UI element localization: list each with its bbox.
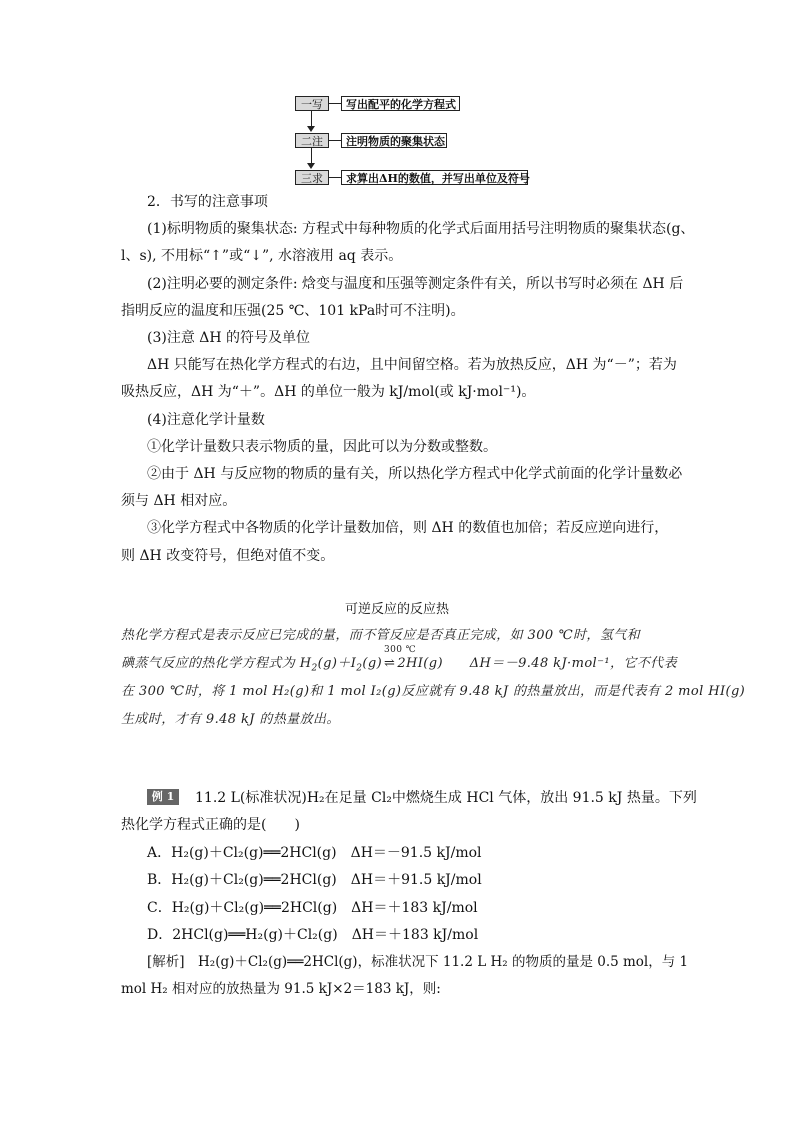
sidebar-line: 热化学方程式是表示反应已完成的量，而不管反应是否真正完成，如 300 ℃时，氢气和 [121,628,641,643]
question-line: 11.2 L(标准状况)H₂在足量 Cl₂中燃烧生成 HCl 气体，放出 91.5 kJ 热量。下列 [195,790,697,806]
reaction-condition: 300 ℃ [384,645,417,655]
reversible-arrow: 300 ℃ ⇌ [382,650,397,678]
paragraph-line: 须与 ΔH 相对应。 [121,493,237,509]
option-label: B． [147,872,172,888]
paragraph-line: l、s), 不用标“↑”或“↓”, 水溶液用 aq 表示。 [121,248,403,264]
option-equation: H₂(g)＋Cl₂(g)══2HCl(g) [171,900,338,916]
flow-step-3: 三求 [295,170,329,185]
flow-desc-2: 注明物质的聚集状态 [341,133,447,148]
flow-desc-3: 求算出ΔH的数值，并写出单位及符号 [341,170,528,185]
sidebar-line-pre: 碘蒸气反应的热化学方程式为 H [121,656,312,671]
flow-step-1: 一写 [295,96,329,111]
flow-arrow [311,148,312,164]
arrow-down-icon [307,126,315,132]
paragraph-line: ①化学计量数只表示物质的量，因此可以为分数或整数。 [147,439,497,455]
flow-connector [329,103,341,104]
option-a [147,843,482,863]
sidebar-line: 在 300 ℃时，将 1 mol H₂(g)和 1 mol I₂(g)反应就有 9.48 kJ 的热量放出，而是代表有 2 mol HI(g) [121,684,746,699]
option-d [147,925,478,945]
paragraph-line: ③化学方程式中各物质的化学计量数加倍，则 ΔH 的数值也加倍；若反应逆向进行， [147,520,669,536]
paragraph-line: (4)注意化学计量数 [147,412,265,428]
flow-arrow [311,111,312,127]
section-heading: 2．书写的注意事项 [147,194,268,210]
example-badge: 例 1 [147,789,179,805]
paragraph-line: 吸热反应，ΔH 为“＋”。ΔH 的单位一般为 kJ/mol(或 kJ·mol⁻¹)。 [121,384,536,400]
option-enthalpy: ΔH＝＋91.5 kJ/mol [350,872,482,888]
paragraph-line: ②由于 ΔH 与反应物的物质的量有关，所以热化学方程式中化学式前面的化学计量数必 [147,466,683,482]
sidebar-line-post: ΔH＝－9.48 kJ·mol⁻¹，它不代表 [469,656,677,671]
paragraph-line: (2)注明必要的测定条件: 焓变与温度和压强等测定条件有关，所以书写时必须在 ΔH 后 [147,276,684,292]
paragraph-line: ΔH 只能写在热化学方程式的右边，且中间留空格。若为放热反应，ΔH 为“－”；若为 [147,357,677,373]
sidebar-body [121,622,746,734]
flow-desc-1: 写出配平的化学方程式 [341,96,460,111]
analysis-line: [解析] H₂(g)＋Cl₂(g)══2HCl(g)，标准状况下 11.2 L H₂ 的物质的量是 0.5 mol，与 1 [147,954,689,970]
paragraph-line: (3)注意 ΔH 的符号及单位 [147,330,311,346]
arrow-down-icon [307,163,315,169]
option-label: D． [147,927,173,943]
sidebar-line: 生成时，才有 9.48 kJ 的热量放出。 [121,712,340,727]
option-equation: 2HCl(g)══H₂(g)＋Cl₂(g) [172,927,338,943]
option-enthalpy: ΔH＝－91.5 kJ/mol [350,845,482,861]
option-enthalpy: ΔH＝＋183 kJ/mol [351,900,478,916]
analysis-line: mol H₂ 相对应的放热量为 91.5 kJ×2＝183 kJ，则: [121,981,441,997]
option-label: A． [147,845,172,861]
flow-connector [329,177,341,178]
paragraph-line: (1)标明物质的聚集状态: 方程式中每种物质的化学式后面用括号注明物质的聚集状态(g、 [147,221,695,237]
sidebar-line: 碘蒸气反应的热化学方程式为 $H_2(g)+I_2(g)$ 300 ℃ ⇌ 2HI(g) ΔH＝－9.48 kJ·mol⁻¹，它不代表 [121,650,673,678]
paragraph-line: 则 ΔH 改变符号，但绝对值不变。 [121,548,335,564]
option-equation: H₂(g)＋Cl₂(g)══2HCl(g) [171,872,337,888]
sidebar-title: 可逆反应的反应热 [344,602,449,617]
flow-step-2: 二注 [295,133,329,148]
option-enthalpy: ΔH＝＋183 kJ/mol [351,927,479,943]
option-b [147,870,482,890]
option-equation: H₂(g)＋Cl₂(g)══2HCl(g) [171,845,337,861]
question-line: 热化学方程式正确的是( ) [121,817,300,833]
option-c [147,898,478,918]
flow-connector [329,140,341,141]
paragraph-line: 指明反应的温度和压强(25 ℃、101 kPa时可不注明)。 [121,303,465,319]
option-label: C． [147,900,172,916]
